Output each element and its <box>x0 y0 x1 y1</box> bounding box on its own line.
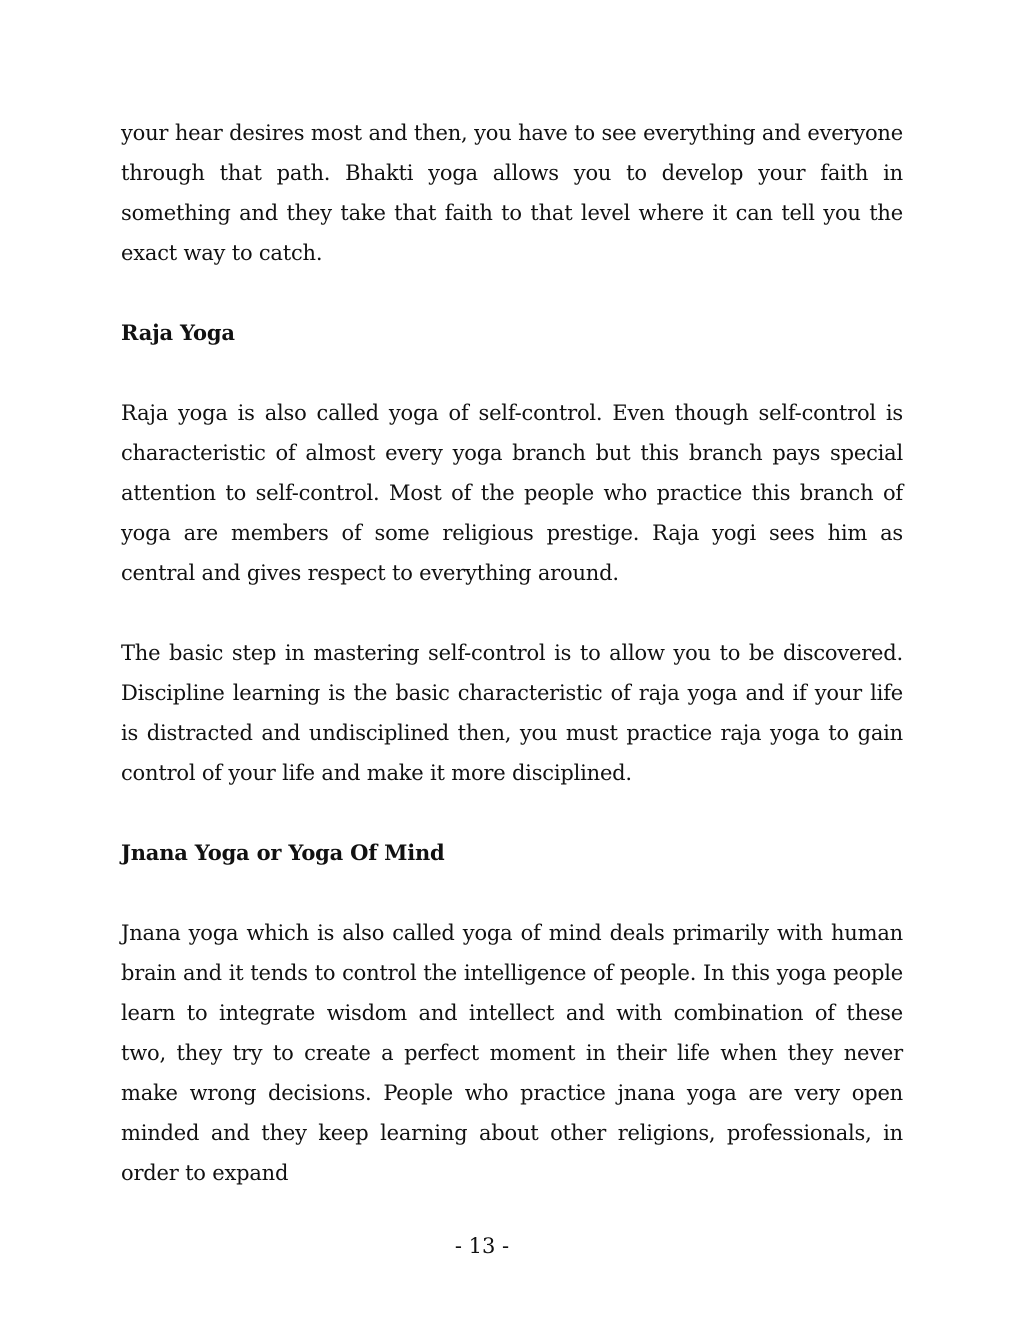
jnana-yoga-heading: Jnana Yoga or Yoga Of Mind <box>121 840 445 865</box>
spacer <box>121 353 903 393</box>
jnana-yoga-paragraph-1: Jnana yoga which is also called yoga of mind deals primarily with human brain and it tends to control the intelligence of people. In this yoga people learn to integrate wisdom and intellect and with combination of these two, they try to create a perfect moment in their life when they never make wrong decisions. People who practice jnana yoga are very open minded and they keep learning about other religions, professionals, in order to expand <box>121 921 903 1185</box>
raja-yoga-heading: Raja Yoga <box>121 320 235 345</box>
spacer <box>121 593 903 633</box>
intro-paragraph: your hear desires most and then, you have to see everything and everyone through that path. Bhakti yoga allows you to develop your faith in something and they take that faith to that level where it can tell you the exact way to catch. <box>121 121 903 265</box>
raja-yoga-paragraph-1: Raja yoga is also called yoga of self-control. Even though self-control is characteristic of almost every yoga branch but this branch pays special attention to self-control. Most of the people who practice this branch of yoga are members of some religious prestige. Raja yogi sees him as central and gives respect to everything around. <box>121 401 903 585</box>
raja-yoga-paragraph-2: The basic step in mastering self-control is to allow you to be discovered. Discipline learning is the basic characteristic of raja yoga and if your life is distracted and undisciplined then, you must practice raja yoga to gain control of your life and make it more disciplined. <box>121 641 903 785</box>
spacer <box>121 273 903 313</box>
spacer <box>121 793 903 833</box>
document-page <box>121 113 903 1193</box>
page-number: - 13 - <box>454 1234 510 1258</box>
spacer <box>121 873 903 913</box>
